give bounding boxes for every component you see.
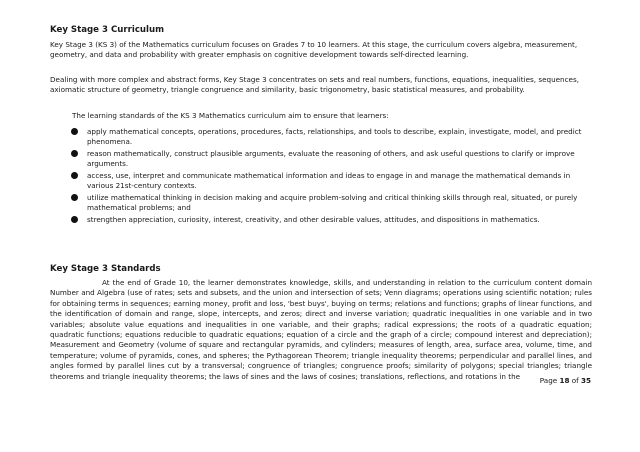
learning-standards-list [70,127,590,227]
page-number [540,376,591,385]
section-heading-standards: Key Stage 3 Standards [50,264,161,274]
bullet-icon [71,172,78,179]
current-page: 18 [559,376,570,385]
list-item-text: utilize mathematical thinking in decision making and acquire problem-solving and critical thinking skills through real, situated, or purely mathematical problems; and [87,193,578,213]
list-item [70,171,590,192]
bullet-icon [71,194,78,201]
list-item [70,127,590,148]
section-heading-curriculum: Key Stage 3 Curriculum [50,25,165,35]
list-item [70,215,590,225]
list-item [70,193,590,214]
bullet-icon [71,216,78,223]
total-pages: 35 [580,376,591,385]
list-item-text: strengthen appreciation, curiosity, interest, creativity, and other desirable values, attitudes, and dispositions in mathematics. [87,215,540,224]
list-item-text: reason mathematically, construct plausible arguments, evaluate the reasoning of others, and ask useful questions to clarify or improve arguments. [87,149,575,169]
page-prefix: Page [539,376,560,385]
learning-standards-intro: The learning standards of the KS 3 Mathematics curriculum aim to ensure that learners: [72,111,389,120]
list-item-text: access, use, interpret and communicate mathematical information and ideas to engage in and manage the mathematical demands in various 21st-century contexts. [87,171,571,191]
list-item-text: apply mathematical concepts, operations, procedures, facts, relationships, and tools to describe, explain, investigate, model, and predict phenomena. [87,127,582,147]
standards-paragraph: At the end of Grade 10, the learner demonstrates knowledge, skills, and understanding in relation to the curriculum content domain Number and Algebra (use of rates; sets and subsets, and the union and intersection of sets; Venn diagrams; operations using scientific notation; rules for obtaining terms in sequences; earning money, profit and loss, 'best buys', buying on terms; relations and functions; graphs of linear functions, and the identification of domain and range, slope, intercepts, and zeros; direct and inverse variation; quadratic inequalities in one variable and in two variables; absolute value equations and inequalities in one variable, and their graphs; radical expressions; the roots of a quadratic equation; quadratic functions; equations reducible to quadratic equations; equation of a circle and the graph of a circle; compound interest and depreciation); Measurement and Geometry (volume of square and rectangular pyramids, and cylinders; measures of length, area, surface area, volume, time, and temperature; volume of pyramids, cones, and spheres; the Pythagorean Theorem; triangle inequality theorems; perpendicular and parallel lines, and angles formed by parallel lines cut by a transversal; congruence of triangles; congruence proofs; similarity of polygons; special triangles; triangle theorems and triangle inequality theorems; the laws of sines and the laws of cosines; translations, reflections, and rotations in the [50,278,592,381]
bullet-icon [71,150,78,157]
page-of: of [569,376,581,385]
curriculum-paragraph-1: Key Stage 3 (KS 3) of the Mathematics curriculum focuses on Grades 7 to 10 learners. At this stage, the curriculum covers algebra, measurement, geometry, and data and probability with greater emphasis on cognitive development towards self-directed learning. [50,40,578,60]
curriculum-paragraph-2: Dealing with more complex and abstract forms, Key Stage 3 concentrates on sets and real numbers, functions, equations, inequalities, sequences, axiomatic structure of geometry, triangle congruence and similarity, basic trigonometry, basic statistical measures, and probability. [50,75,580,95]
bullet-icon [71,128,78,135]
list-item [70,149,590,170]
